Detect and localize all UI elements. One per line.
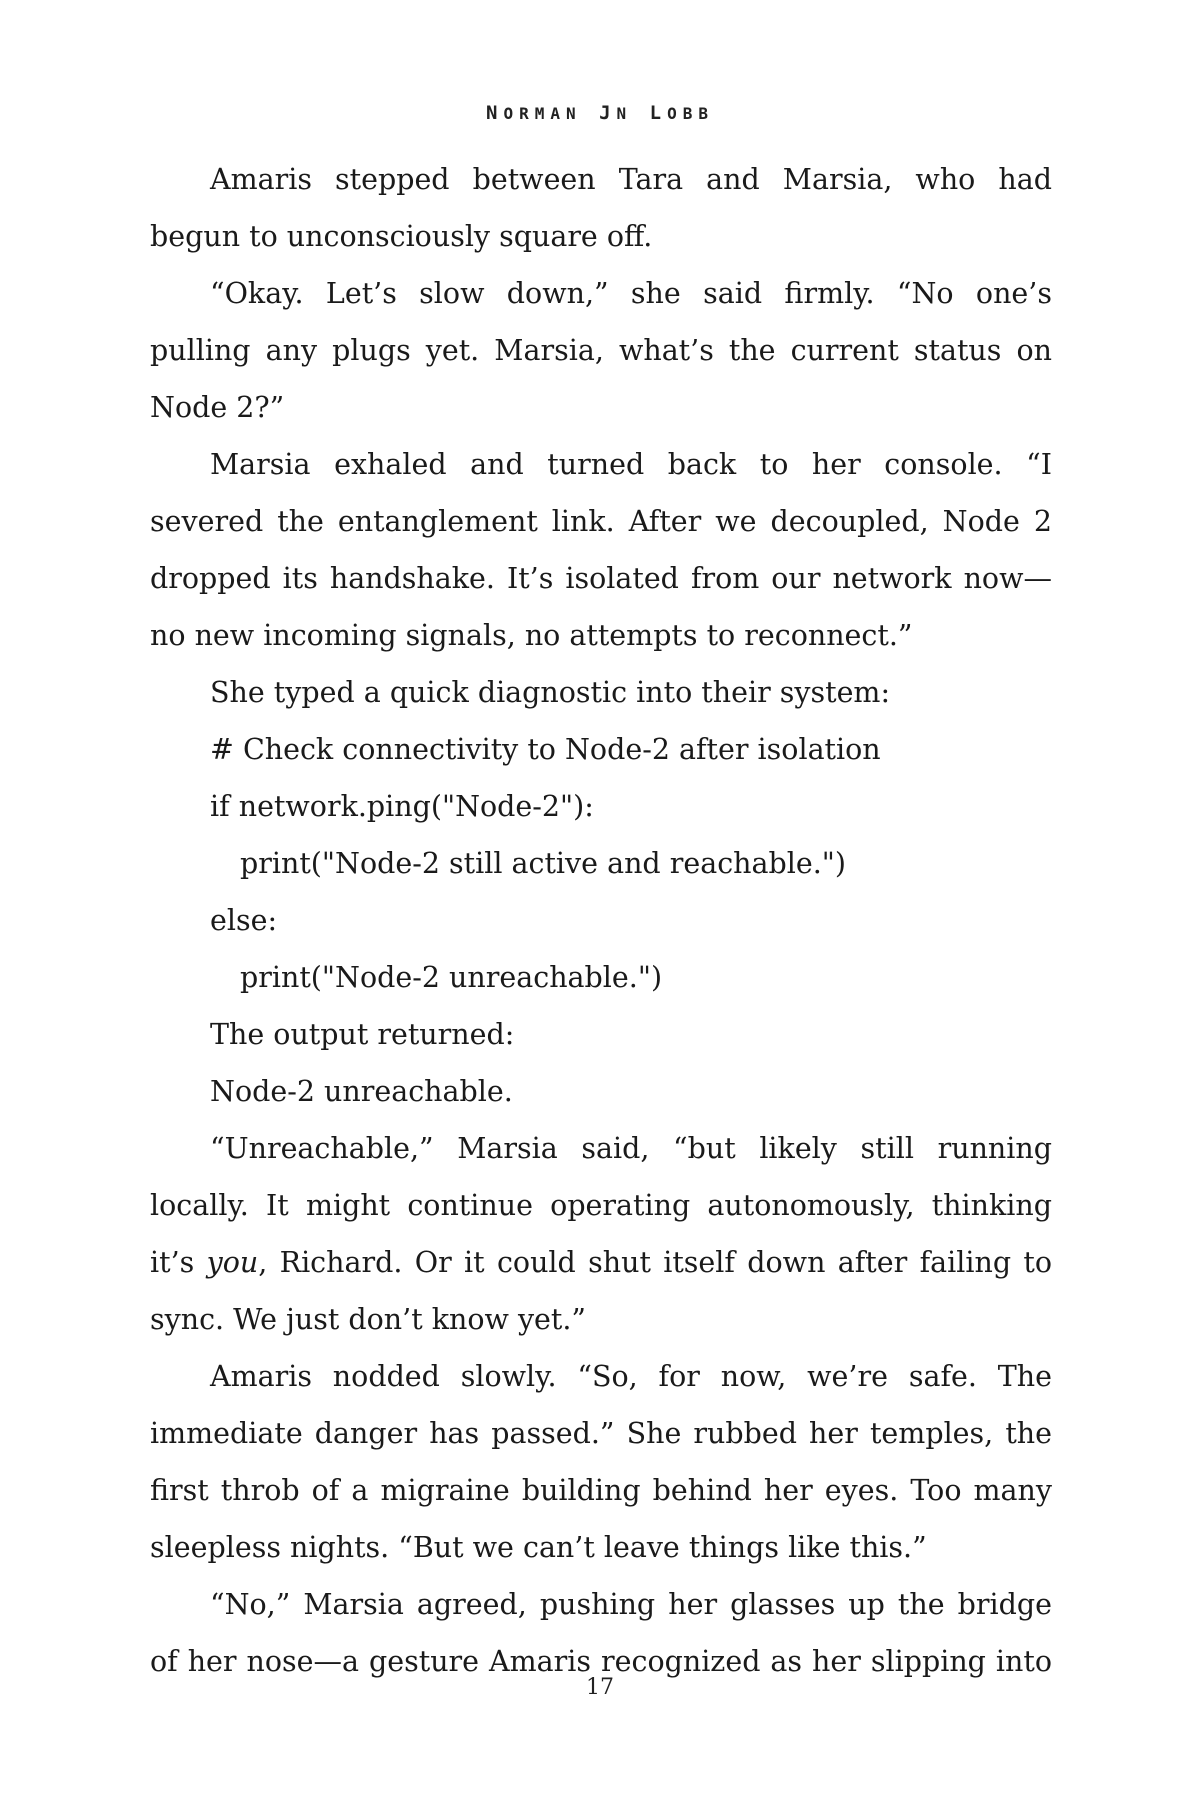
code-line: else: — [210, 904, 278, 937]
body-text — [150, 151, 1052, 1690]
paragraph-text: , Richard. Or it could shut itself down after failing to sync. We just don’t know yet.” — [150, 1246, 1052, 1336]
paragraph-text: “Unreachable,” Marsia said, “but likely still running locally. It might continue operating autonomously, thinking it’s — [150, 1132, 1052, 1279]
running-head: NORMAN JN LOBB — [486, 102, 714, 124]
page-number: 17 — [586, 1675, 614, 1700]
paragraph: Node-2 unreachable. — [210, 1075, 513, 1108]
code-line: print("Node-2 unreachable.") — [240, 961, 663, 994]
paragraph: Marsia exhaled and turned back to her console. “I severed the entanglement link. After we decoupled, Node 2 dropped its handshake. It’s isolated from our network now—no new incoming signals, no attempts to reconnect.” — [150, 448, 1052, 652]
code-line: if network.ping("Node-2"): — [210, 790, 594, 823]
paragraph: “No,” Marsia agreed, pushing her glasses up the bridge of her nose—a gesture Amaris recognized as her slipping into — [150, 1588, 1052, 1678]
paragraph: The output returned: — [210, 1018, 515, 1051]
paragraph: Amaris nodded slowly. “So, for now, we’re safe. The immediate danger has passed.” She rubbed her temples, the first throb of a migraine building behind her eyes. Too many sleepless nights. “But we can’t leave things like this.” — [150, 1360, 1052, 1564]
paragraph: Amaris stepped between Tara and Marsia, who had begun to unconsciously square off. — [150, 163, 1052, 253]
emphasis-text: you — [206, 1246, 259, 1279]
paragraph: “Okay. Let’s slow down,” she said firmly. “No one’s pulling any plugs yet. Marsia, what’s the current status on Node 2?” — [150, 277, 1052, 424]
paragraph — [150, 1120, 1052, 1348]
code-line: print("Node-2 still active and reachable.") — [240, 847, 847, 880]
paragraph: She typed a quick diagnostic into their system: — [210, 676, 891, 709]
code-line: # Check connectivity to Node-2 after isolation — [210, 733, 881, 766]
